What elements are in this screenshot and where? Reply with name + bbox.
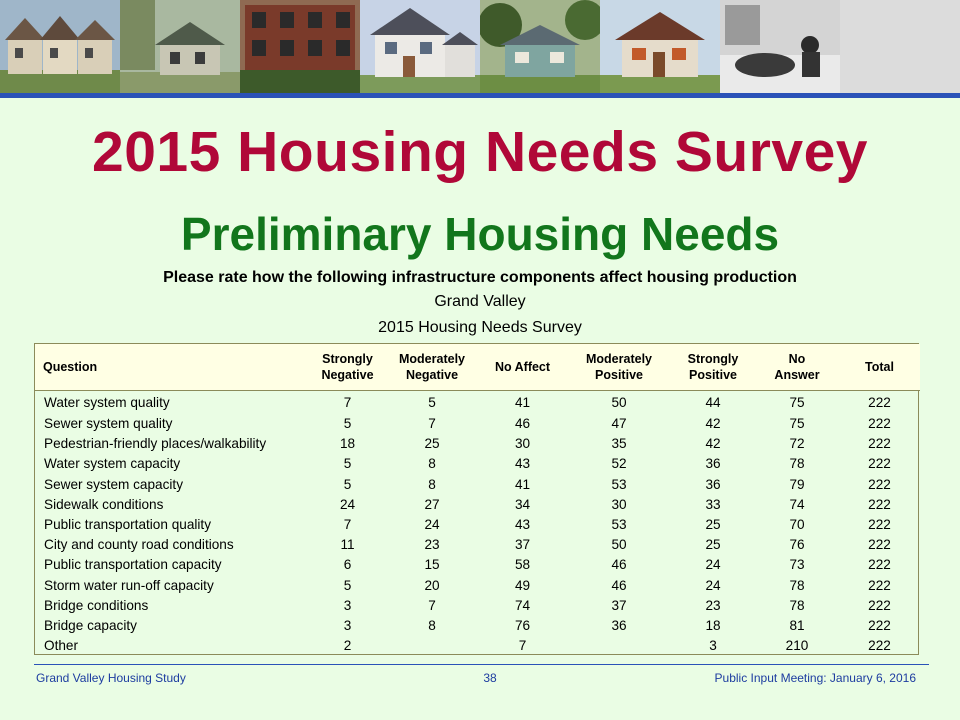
header-moderately-positive-line1: Moderately [586,352,652,366]
table-row [35,616,920,636]
survey-prompt: Please rate how the following infrastructure components affect housing production [163,269,797,286]
cell-moderately-negative: 8 [428,476,436,492]
cell-strongly-negative: 3 [343,617,352,633]
cell-question: Other [44,638,78,654]
table-body [35,391,920,657]
cell-total: 222 [868,394,891,410]
townhouses-photo [0,0,120,93]
cell-moderately-negative: 7 [428,416,436,432]
cell-strongly-positive: 42 [705,436,721,452]
cell-no-affect: 76 [514,617,531,633]
cell-strongly-negative: 11 [340,537,355,553]
photo-banner [0,0,960,93]
header-question: Question [35,344,309,391]
header-moderately-negative-line1: Moderately [399,352,465,366]
table-row [35,495,920,515]
table-row [35,596,920,616]
cell-question: Water system capacity [44,456,181,472]
cell-strongly-negative: 2 [343,638,352,654]
cell-moderately-positive: 53 [611,517,627,533]
header-no-answer [755,344,839,391]
table-header-row [35,344,920,391]
footer-study-name: Grand Valley Housing Study [36,671,186,685]
header-no-answer-line1: No [788,352,806,366]
cell-strongly-negative: 18 [339,436,356,452]
table-row [35,576,920,596]
cell-strongly-positive: 24 [705,577,721,593]
cell-moderately-positive: 35 [611,436,627,452]
cell-no-answer: 73 [789,557,805,573]
table-row [35,515,920,535]
cell-strongly-positive: 23 [705,597,721,613]
cell-strongly-positive: 25 [705,517,721,533]
cell-moderately-positive: 50 [611,537,627,553]
cell-question: Bridge conditions [44,597,149,613]
cell-strongly-positive: 24 [705,557,721,573]
cell-strongly-positive: 33 [705,496,721,512]
header-moderately-positive-line2: Positive [595,368,643,382]
cell-total: 222 [868,577,891,593]
old-house-photo [120,0,240,93]
cell-moderately-negative: 15 [424,557,440,573]
footer-page-number: 38 [483,671,497,685]
cell-no-affect: 46 [514,416,531,432]
cell-no-answer: 70 [789,517,805,533]
header-strongly-positive-line2: Positive [689,368,737,382]
cell-moderately-negative: 24 [424,517,440,533]
cell-no-answer: 76 [789,537,805,553]
two-story-house-photo [360,0,480,93]
cell-no-answer: 74 [789,496,805,512]
cell-no-answer: 81 [789,617,805,633]
cell-question: Public transportation capacity [44,557,222,573]
cell-moderately-negative: 20 [424,577,440,593]
cell-question: Water system quality [44,394,170,410]
cell-moderately-negative: 8 [428,456,436,472]
cell-strongly-positive: 25 [705,537,721,553]
cell-total: 222 [868,496,891,512]
cell-no-affect: 41 [514,476,531,492]
cell-no-affect: 43 [514,517,531,533]
footer-rule [34,664,929,665]
cell-total: 222 [868,557,891,573]
cell-question: Sewer system capacity [44,476,184,492]
page-title: 2015 Housing Needs Survey [92,120,868,184]
cell-no-affect: 37 [514,537,531,553]
small-house-photo [600,0,720,93]
location-label: Grand Valley [434,293,526,310]
cell-strongly-positive: 18 [705,617,721,633]
cell-no-answer: 75 [789,416,805,432]
cell-question: Sewer system quality [44,416,173,432]
cell-moderately-positive: 46 [611,577,627,593]
cell-moderately-negative: 5 [428,394,436,410]
cell-question: Bridge capacity [44,617,137,633]
header-strongly-negative [309,344,386,391]
header-strongly-negative-line1: Strongly [322,352,373,366]
cell-moderately-negative: 25 [424,436,440,452]
cell-strongly-positive: 36 [705,456,721,472]
cell-no-answer: 79 [789,476,805,492]
cell-total: 222 [868,436,891,452]
cell-moderately-negative: 8 [428,617,436,633]
cell-no-affect: 74 [514,597,531,613]
page-subtitle: Preliminary Housing Needs [180,208,780,260]
cell-moderately-positive: 47 [611,416,627,432]
ranch-house-photo [480,0,600,93]
table-row [35,434,920,454]
cell-total: 222 [868,638,891,654]
cell-question: Sidewalk conditions [44,496,164,512]
footer-meeting-info: Public Input Meeting: January 6, 2016 [714,671,916,685]
cell-question: Pedestrian-friendly places/walkability [44,436,267,452]
cell-strongly-negative: 5 [343,416,352,432]
cell-total: 222 [868,597,891,613]
header-no-answer-line2: Answer [774,368,820,382]
cell-strongly-positive: 3 [709,638,717,654]
table-row [35,454,920,474]
cell-strongly-negative: 5 [343,577,352,593]
table-row [35,636,920,656]
cell-no-answer: 78 [789,456,805,472]
cell-moderately-positive: 36 [611,617,627,633]
cell-no-answer: 78 [789,597,805,613]
cell-strongly-negative: 3 [343,597,352,613]
cell-no-affect: 41 [514,394,531,410]
cell-total: 222 [868,537,891,553]
table-row [35,535,920,555]
cell-moderately-positive: 37 [611,597,627,613]
survey-name-label: 2015 Housing Needs Survey [378,319,582,336]
cell-moderately-negative: 23 [424,537,440,553]
header-moderately-negative-line2: Negative [405,368,459,382]
table-row [35,555,920,575]
cell-moderately-positive: 53 [611,476,627,492]
cell-total: 222 [868,456,891,472]
cell-question: Storm water run-off capacity [44,577,214,593]
cell-no-affect: 30 [514,436,531,452]
table-row [35,414,920,434]
cell-no-affect: 58 [514,557,531,573]
cell-total: 222 [868,416,891,432]
cell-strongly-negative: 7 [343,517,352,533]
cell-no-answer: 72 [789,436,805,452]
cell-strongly-positive: 36 [705,476,721,492]
cell-strongly-negative: 6 [343,557,352,573]
header-no-affect: No Affect [478,344,567,391]
header-total: Total [839,344,920,391]
header-strongly-positive [671,344,755,391]
cell-no-affect: 7 [518,638,527,654]
cell-no-answer: 78 [789,577,805,593]
header-strongly-negative-line2: Negative [321,368,374,382]
results-table [35,344,920,656]
cell-strongly-negative: 24 [339,496,356,512]
table-row [35,391,920,415]
cell-no-answer: 210 [785,638,809,654]
cell-moderately-positive [567,636,671,656]
cell-no-affect: 43 [514,456,531,472]
header-strongly-positive-line1: Strongly [687,352,739,366]
cell-strongly-positive: 44 [705,394,721,410]
cell-moderately-positive: 46 [611,557,627,573]
cell-moderately-negative [386,636,478,656]
cell-moderately-positive: 52 [611,456,627,472]
brick-apartment-photo [240,0,360,93]
cell-no-affect: 34 [514,496,531,512]
cell-total: 222 [868,517,891,533]
results-table-frame [34,343,919,655]
cell-moderately-negative: 7 [428,597,436,613]
banner-edge [840,0,960,93]
table-row [35,475,920,495]
cell-moderately-negative: 27 [424,496,440,512]
cell-strongly-negative: 7 [343,394,352,410]
header-moderately-negative [386,344,478,391]
cell-question: City and county road conditions [44,537,234,553]
cell-question: Public transportation quality [44,517,211,533]
cell-strongly-negative: 5 [343,456,352,472]
cell-moderately-positive: 30 [611,496,627,512]
cell-strongly-negative: 5 [343,476,352,492]
cell-no-affect: 49 [514,577,531,593]
cell-strongly-positive: 42 [705,416,721,432]
homeless-person-photo [720,0,840,93]
cell-total: 222 [868,617,891,633]
banner-rule [0,93,960,98]
cell-no-answer: 75 [789,394,805,410]
cell-total: 222 [868,476,891,492]
cell-moderately-positive: 50 [611,394,627,410]
header-moderately-positive [567,344,671,391]
